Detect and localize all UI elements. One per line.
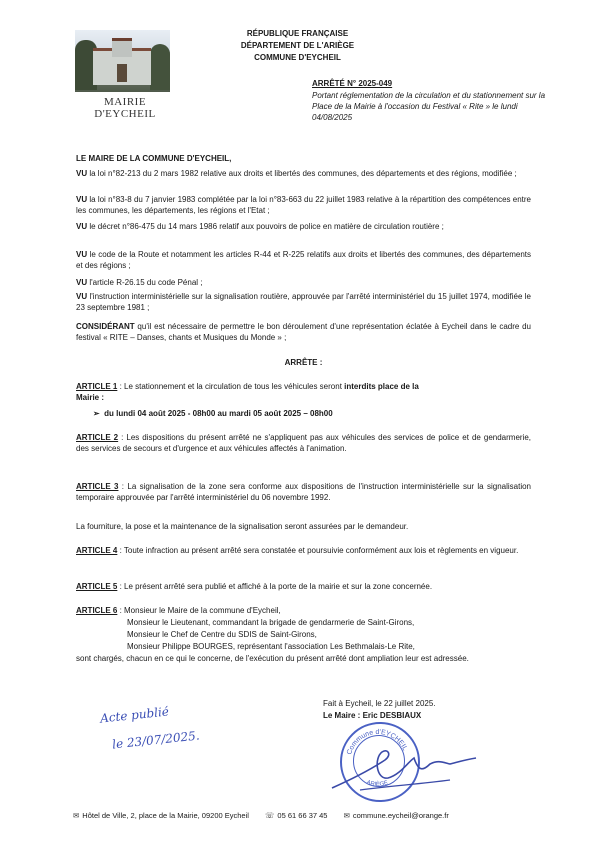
- bullet-arrow-icon: ➢: [93, 409, 105, 418]
- envelope-icon: ✉: [73, 811, 80, 820]
- header-commune: COMMUNE D'EYCHEIL: [254, 53, 341, 62]
- logo-text: MAIRIE D'EYCHEIL: [94, 96, 156, 120]
- article-6: ARTICLE 6 : Monsieur le Maire de la commune d'Eycheil,: [76, 606, 281, 615]
- header-departement: DÉPARTEMENT DE L'ARIÈGE: [240, 41, 355, 50]
- considerant: CONSIDÉRANT qu'il est nécessaire de permettre le bon déroulement d'une représentation éclatée à Eycheil dans le cadre du festival « RITE – Danses, chants et Musiques du Monde » ;: [76, 322, 531, 343]
- footer-address-item: [73, 811, 249, 820]
- header-block: [215, 28, 380, 64]
- phone-icon: ☏: [265, 811, 275, 820]
- article-3-cont: La fourniture, la pose et la maintenance de la signalisation seront assurées par le demandeur.: [76, 522, 409, 531]
- article-6-line2: Monsieur le Lieutenant, commandant la brigade de gendarmerie de Saint-Girons,: [127, 618, 415, 627]
- arrete-heading: ARRÊTE :: [284, 358, 323, 367]
- arrete-number: ARRÊTÉ N° 2025-049: [312, 79, 393, 88]
- arrete-subtitle: Portant réglementation de la circulation et du stationnement sur la Place de la Mairie à l'occasion du Festival « Rite » le lundi 04/08/2025: [312, 91, 546, 122]
- email-icon: ✉: [343, 811, 350, 820]
- vu-1: VU la loi n°82-213 du 2 mars 1982 relative aux droits et libertés des communes, des départements et des régions, modifiée ;: [76, 169, 517, 178]
- footer-email-item: [344, 811, 449, 820]
- fait-a: Fait à Eycheil, le 22 juillet 2025.: [323, 699, 436, 708]
- handwritten-date: le 23/07/2025.: [111, 728, 201, 752]
- article-6-closing: sont chargés, chacun en ce qui le concerne, de l'exécution du présent arrêté dont ampliation leur est adressée.: [76, 654, 469, 663]
- article-4: ARTICLE 4 : Toute infraction au présent arrêté sera constatée et poursuivie conformément aux lois et règlements en vigueur.: [76, 546, 519, 555]
- vu-5: VU l'article R-26.15 du code Pénal ;: [76, 278, 203, 287]
- article-6-line4: Monsieur Philippe BOURGES, représentant l'association Les Bethmalais-Le Rite,: [127, 642, 415, 651]
- article-1-bullet: ➢ du lundi 04 août 2025 - 08h00 au mardi 05 août 2025 – 08h00: [93, 409, 333, 418]
- article-3: ARTICLE 3 : La signalisation de la zone sera conforme aux dispositions de l'instruction interministérielle sur la signalisation temporaire approuvée par l'arrêté interministériel du 06 novembre 1992.: [76, 482, 532, 503]
- footer-phone-item: [265, 811, 327, 820]
- vu-4: VU le code de la Route et notamment les articles R-44 et R-225 relatifs aux droits et libertés des communes, des départements et des régions ;: [76, 250, 531, 271]
- vu-6: VU l'instruction interministérielle sur la signalisation routière, approuvée par l'arrêté interministériel du 15 juillet 1974, modifiée le 23 septembre 1981 ;: [76, 292, 531, 313]
- maire-heading: LE MAIRE DE LA COMMUNE D'EYCHEIL,: [76, 154, 232, 163]
- maire-signature-name: Le Maire : Eric DESBIAUX: [323, 711, 422, 720]
- handwritten-acte-publie: Acte publié: [99, 704, 170, 726]
- footer-address: Hôtel de Ville, 2, place de la Mairie, 09200 Eycheil: [82, 811, 249, 820]
- vu-3: VU le décret n°86-475 du 14 mars 1986 relatif aux pouvoirs de police en matière de circulation routière ;: [76, 222, 444, 231]
- article-5: ARTICLE 5 : Le présent arrêté sera publié et affiché à la porte de la mairie et sur la zone concernée.: [76, 582, 433, 591]
- stamp-top-text: Commune d'EYCHEIL: [346, 728, 409, 756]
- footer-email[interactable]: commune.eycheil@orange.fr: [352, 811, 449, 820]
- vu-2: VU la loi n°83-8 du 7 janvier 1983 complétée par la loi n°83-663 du 22 juillet 1983 relative à la répartition des compétences entre les communes, les départements, les régions et l'Etat ;: [76, 195, 531, 216]
- handwritten-signature: [330, 740, 480, 795]
- article-2: ARTICLE 2 : Les dispositions du présent arrêté ne s'appliquent pas aux véhicules des services de police et de gendarmerie, des services de secours et d'urgence et aux véhicules affectés à l'animation.: [76, 433, 532, 454]
- article-1: ARTICLE 1 : Le stationnement et la circulation de tous les véhicules seront interdits place de la Mairie :: [76, 382, 419, 403]
- footer: [73, 811, 538, 820]
- article-6-line3: Monsieur le Chef de Centre du SDIS de Saint-Girons,: [127, 630, 317, 639]
- mairie-photo-logo: [75, 30, 170, 92]
- footer-phone: 05 61 66 37 45: [277, 811, 328, 820]
- stamp-bottom-text: ARIÈGE: [365, 779, 389, 789]
- header-republique: RÉPUBLIQUE FRANÇAISE: [246, 29, 349, 38]
